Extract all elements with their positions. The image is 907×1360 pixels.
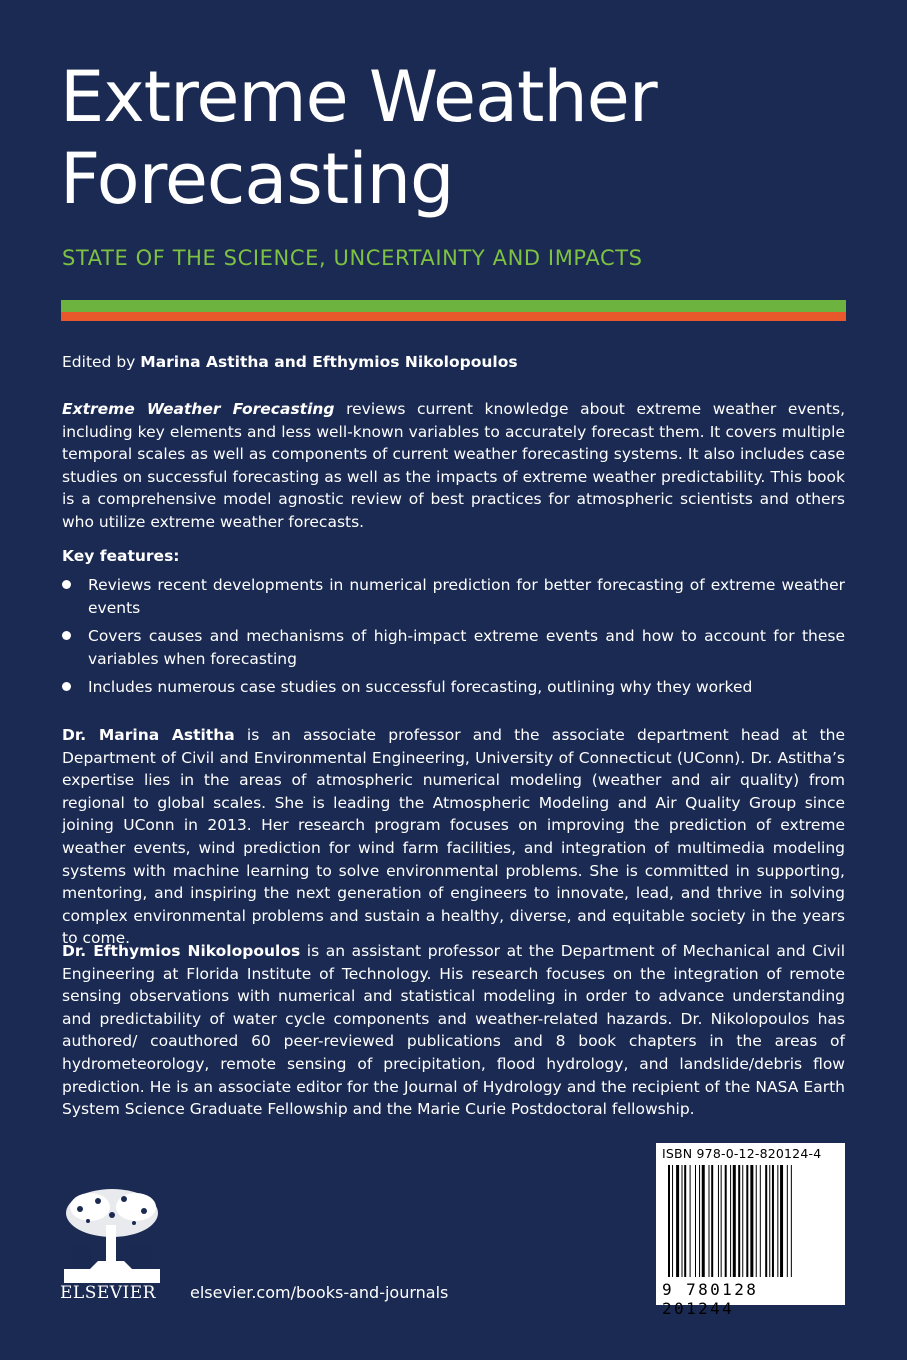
intro-body: reviews current knowledge about extreme weather events, including key elements and less well-known variables to accurately forecast them. It covers multiple temporal scales as well as components of current weather forecasting systems. It also includes case studies on successful forecasting as well as the impacts of extreme weather predictability. This book is a comprehensive model agnostic review of best practices for atmospheric scientists and others who utilize extreme weather forecasts. [62, 400, 846, 531]
bio1-name: Dr. Marina Astitha [62, 726, 235, 744]
feature-text: Includes numerous case studies on successful forecasting, outlining why they worked [88, 678, 753, 697]
intro-title: Extreme Weather Forecasting [62, 400, 335, 418]
feature-text: Covers causes and mechanisms of high-impact extreme events and how to account for these variables when forecasting [88, 627, 845, 668]
barcode-number: 9 780128 201244 [662, 1280, 759, 1318]
feature-text: Reviews recent developments in numerical prediction for better forecasting of extreme weather events [88, 576, 845, 617]
editors: Marina Astitha and Efthymios Nikolopoulos [140, 353, 518, 371]
features-list [62, 574, 845, 705]
barcode-panel [656, 1143, 845, 1318]
barcode-icon [668, 1165, 836, 1277]
publisher-name: ELSEVIER [60, 1283, 156, 1303]
bio1-body: is an associate professor and the associate department head at the Department of Civil and Environmental Engineering, University of Connecticut (UConn). Dr. Astitha’s expertise lies in the areas of atmospheric numerical modeling (weather and air quality) from regional to global scales. She is leading the Atmospheric Modeling and Air Quality Group since joining UConn in 2013. Her research program focuses on improving the prediction of extreme weather events, wind prediction for wind farm facilities, and integration of multimedia modeling systems with machine learning to solve environmental problems. She is committed in supporting, mentoring, and inspiring the next generation of engineers to innovate, lead, and thrive in solving complex environmental problems and sustain a healthy, diverse, and equitable society in the years to come. [62, 726, 846, 948]
bullet-icon [62, 682, 71, 691]
elsevier-tree-logo-icon [60, 1185, 164, 1285]
publisher-url[interactable]: elsevier.com/books-and-journals [190, 1283, 449, 1302]
list-item [62, 625, 845, 670]
bio2-name: Dr. Efthymios Nikolopoulos [62, 942, 301, 960]
book-title: Extreme Weather Forecasting [60, 56, 657, 220]
edited-prefix: Edited by [62, 353, 141, 371]
edited-by-line [62, 351, 845, 374]
intro-paragraph [62, 398, 845, 534]
bio-nikolopoulos [62, 940, 845, 1121]
bullet-icon [62, 631, 71, 640]
isbn-label: ISBN 978-0-12-820124-4 [662, 1146, 822, 1161]
bullet-icon [62, 580, 71, 589]
features-heading: Key features: [62, 547, 180, 565]
list-item [62, 676, 845, 699]
list-item [62, 574, 845, 619]
bio-astitha [62, 724, 845, 950]
orange-rule [61, 312, 846, 321]
book-subtitle: STATE OF THE SCIENCE, UNCERTAINTY AND IMPACTS [62, 246, 643, 270]
green-rule [61, 300, 846, 312]
bio2-body: is an assistant professor at the Department of Mechanical and Civil Engineering at Florida Institute of Technology. His research focuses on the integration of remote sensing observations with numerical and statistical modeling in order to advance understanding and predictability of water cycle components and weather-related hazards. Dr. Nikolopoulos has authored/ coauthored 60 peer-reviewed publications and 8 book chapters in the areas of hydrometeorology, remote sensing of precipitation, flood hydrology, and landslide/debris flow prediction. He is an associate editor for the Journal of Hydrology and the recipient of the NASA Earth System Science Graduate Fellowship and the Marie Curie Postdoctoral fellowship. [62, 942, 846, 1119]
